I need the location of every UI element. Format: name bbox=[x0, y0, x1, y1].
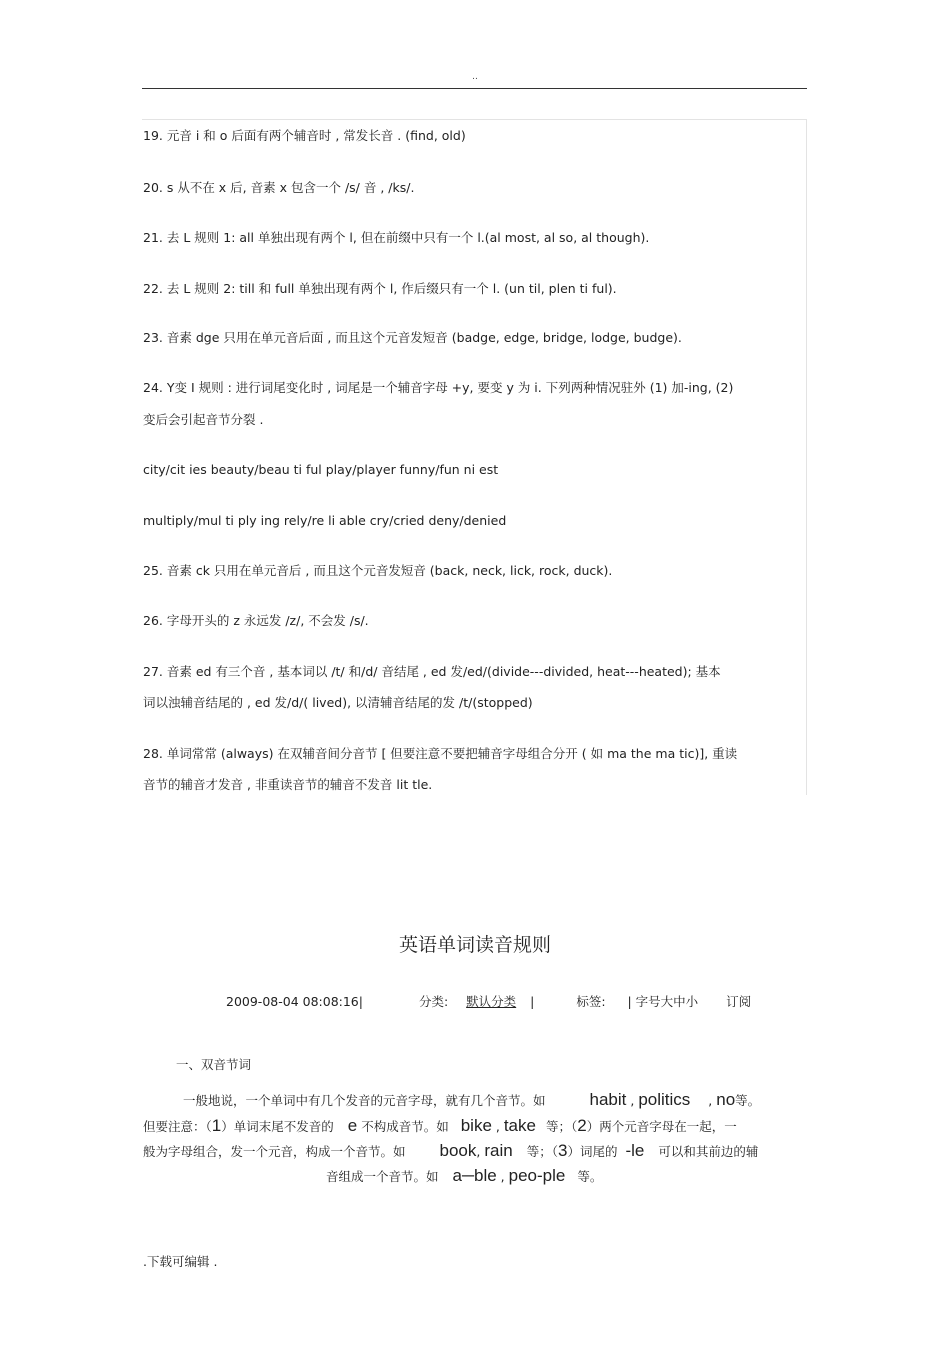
rule-19: 19. 元音 i 和 o 后面有两个辅音时 , 常发长音 . (find, old) bbox=[143, 128, 466, 143]
example-word: peo-ple bbox=[508, 1166, 566, 1185]
meta-separator: | bbox=[530, 994, 535, 1009]
example-word: e bbox=[347, 1116, 358, 1135]
article-title: 英语单词读音规则 bbox=[398, 934, 551, 956]
header-divider bbox=[142, 88, 807, 89]
example-word: habit bbox=[589, 1090, 627, 1109]
category-label: 分类: bbox=[418, 994, 449, 1009]
rule-25: 25. 音素 ck 只用在单元音后 , 而且这个元音发短音 (back, neck, lick, rock, duck). bbox=[143, 563, 613, 578]
rule-28-line1: 28. 单词常常 (always) 在双辅音间分音节 [ 但要注意不要把辅音字母组合分开 ( 如 ma the ma tic)], 重读 bbox=[143, 746, 738, 761]
rule-28-line2: 音节的辅音才发音 , 非重读音节的辅音不发音 lit tle. bbox=[143, 777, 433, 792]
post-date: 2009-08-04 08:08:16| bbox=[226, 994, 363, 1009]
rule-22: 22. 去 L 规则 2: till 和 full 单独出现有两个 l, 作后缀只有一个 l. (un til, plen ti ful). bbox=[143, 281, 617, 296]
rule-20: 20. s 从不在 x 后, 音素 x 包含一个 /s/ 音 , /ks/. bbox=[143, 180, 415, 195]
rule-24-line2: 变后会引起音节分裂 . bbox=[143, 412, 264, 427]
example-word: rain bbox=[484, 1141, 513, 1160]
subscribe-link[interactable]: 订阅 bbox=[726, 994, 752, 1009]
rule-27-line1: 27. 音素 ed 有三个音 , 基本词以 /t/ 和/d/ 音结尾 , ed 发/ed/(divide---divided, heat---heated); 基本 bbox=[143, 664, 721, 679]
rule-27-line2: 词以浊辅音结尾的 , ed 发/d/( lived), 以清辅音结尾的发 /t/(stopped) bbox=[143, 695, 533, 710]
example-word: a─ble bbox=[452, 1166, 497, 1185]
article-meta bbox=[226, 992, 751, 1010]
example-word: politics bbox=[638, 1090, 691, 1109]
tags-label: 标签: bbox=[576, 994, 606, 1009]
header-mark: .. bbox=[472, 72, 478, 82]
section-heading: 一、双音节词 bbox=[176, 1057, 252, 1072]
rules-frame bbox=[142, 119, 807, 795]
example-word: -le bbox=[625, 1141, 645, 1160]
paragraph-line-3: 般为字母组合，发一个元音，构成一个音节。如 book, rain 等；（3）词尾的 -le 可以和其前边的辅 bbox=[143, 1141, 759, 1160]
example-word: bike bbox=[460, 1116, 492, 1135]
rule-24-line1: 24. Y变 I 规则 : 进行词尾变化时 , 词尾是一个辅音字母 +y, 要变 y 为 i. 下列两种情况驻外 (1) 加-ing, (2) bbox=[143, 380, 734, 395]
rule-21: 21. 去 L 规则 1: all 单独出现有两个 l, 但在前缀中只有一个 l.(al most, al so, al though). bbox=[143, 230, 650, 245]
rule-26: 26. 字母开头的 z 永远发 /z/, 不会发 /s/. bbox=[143, 613, 369, 628]
rule-24-example1: city/cit ies beauty/beau ti ful play/player funny/fun ni est bbox=[143, 462, 499, 477]
example-word: take bbox=[503, 1116, 536, 1135]
paragraph-line-1: 一般地说，一个单词中有几个发音的元音字母，就有几个音节。如 habit , politics , no等。 bbox=[183, 1090, 761, 1109]
paragraph-line-4: 音组成一个音节。如 a─ble , peo-ple 等。 bbox=[326, 1166, 603, 1185]
category-link[interactable]: 默认分类 bbox=[466, 994, 517, 1009]
paragraph-line-2: 但要注意：（1）单词末尾不发音的 e 不构成音节。如 bike , take 等；（2）两个元音字母在一起，一 bbox=[143, 1116, 737, 1135]
rule-24-example2: multiply/mul ti ply ing rely/re li able cry/cried deny/denied bbox=[143, 513, 507, 528]
rule-23: 23. 音素 dge 只用在单元音后面 , 而且这个元音发短音 (badge, edge, bridge, lodge, budge). bbox=[143, 330, 682, 345]
example-word: book bbox=[439, 1141, 477, 1160]
footer-note: .下载可编辑 . bbox=[143, 1254, 218, 1269]
font-size-options[interactable]: | 字号大中小 bbox=[627, 994, 699, 1009]
example-word: no bbox=[716, 1090, 736, 1109]
